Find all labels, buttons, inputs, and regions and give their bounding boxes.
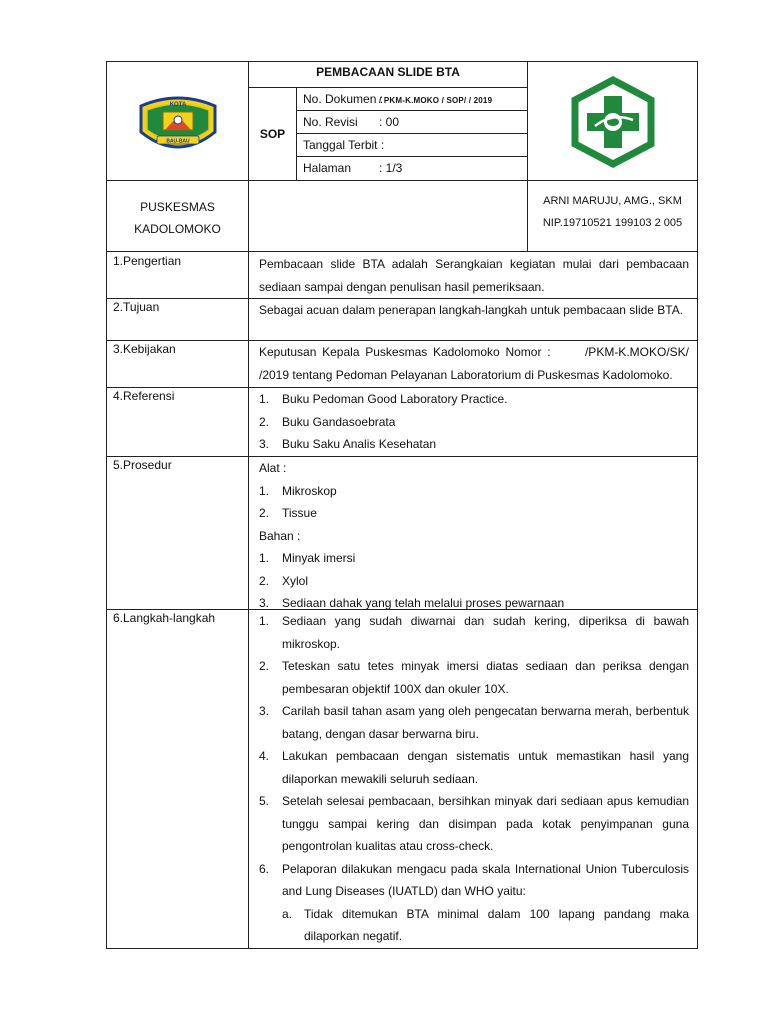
institution-name-line2: KADOLOMOKO <box>134 222 221 236</box>
step-item <box>259 610 689 655</box>
substep-letter: a. <box>282 906 293 921</box>
step-number: 2. <box>259 659 270 673</box>
step-number: 5. <box>259 794 270 808</box>
step-text: Lakukan pembacaan dengan sistematis untuk memastikan hasil yang dilaporkan mewakili seluruh sediaan. <box>282 749 689 786</box>
list-number: 1. <box>259 392 270 406</box>
substep-text: Tidak ditemukan BTA minimal dalam 100 lapang pandang maka dilaporkan negatif. <box>304 906 689 943</box>
step-text: Carilah basil tahan asam yang oleh pengecatan berwarna merah, berbentuk batang, dengan dasar berwarna biru. <box>282 704 689 741</box>
step-item <box>259 790 689 858</box>
list-item <box>259 570 689 593</box>
sop-header-table <box>106 61 698 181</box>
list-number: 2. <box>259 573 270 588</box>
list-item <box>259 411 689 434</box>
section-label: 2.Tujuan <box>107 298 249 340</box>
bahan-heading: Bahan : <box>259 528 301 543</box>
step-item <box>259 655 689 700</box>
step-item <box>259 700 689 745</box>
step-text: Teteskan satu tetes minyak imersi diatas sediaan dan periksa dengan pembesaran objektif 100X dan okuler 10X. <box>282 659 689 696</box>
sop-label: SOP <box>249 88 297 180</box>
city-logo-cell <box>107 62 249 180</box>
list-text: Buku Pedoman Good Laboratory Practice. <box>282 392 508 406</box>
step-number: 1. <box>259 614 270 628</box>
step-number: 6. <box>259 861 270 876</box>
section-label: 3.Kebijakan <box>107 340 249 387</box>
section-referensi <box>106 387 698 457</box>
puskesmas-logo-cell <box>527 62 697 180</box>
reference-list <box>249 387 699 456</box>
list-text: Sediaan dahak yang telah melalui proses pewarnaan <box>282 596 565 610</box>
step-number: 4. <box>259 749 270 763</box>
meta-label: No. Revisi <box>303 115 358 129</box>
city-emblem-icon <box>133 92 223 162</box>
document-title: PEMBACAAN SLIDE BTA <box>249 62 527 88</box>
list-number: 3. <box>259 437 270 451</box>
step-number: 3. <box>259 704 270 718</box>
list-text: Buku Gandasoebrata <box>282 414 396 429</box>
puskesmas-cross-icon <box>567 76 659 168</box>
section-label: 1.Pengertian <box>107 252 249 298</box>
section-text: Sebagai acuan dalam penerapan langkah-langkah untuk pembacaan slide BTA. <box>259 303 684 317</box>
list-item <box>259 388 689 411</box>
list-item <box>259 547 689 570</box>
meta-row-dokumen <box>297 88 527 111</box>
list-item <box>259 502 689 525</box>
list-text: Xylol <box>282 573 309 588</box>
meta-value: : 1/3 <box>379 161 403 175</box>
list-text: Buku Saku Analis Kesehatan <box>282 437 437 451</box>
meta-row-halaman <box>297 157 527 180</box>
substep-item <box>259 903 689 948</box>
list-text: Mikroskop <box>282 483 337 498</box>
list-number: 3. <box>259 596 270 610</box>
emblem-bottom-text: BAU-BAU <box>166 138 190 145</box>
emblem-top-text: KOTA <box>169 102 187 108</box>
signer-name: ARNI MARUJU, AMG., SKM <box>543 195 682 207</box>
meta-value: : 00 <box>379 115 400 129</box>
step-item <box>259 858 689 903</box>
step-item <box>259 745 689 790</box>
steps-list <box>249 609 699 948</box>
list-text: Tissue <box>282 506 317 520</box>
list-number: 1. <box>259 483 270 498</box>
section-langkah <box>106 609 698 949</box>
signer-cell <box>527 180 697 251</box>
meta-row-tanggal <box>297 134 527 157</box>
section-prosedur <box>106 456 698 610</box>
section-text: Keputusan Kepala Puskesmas Kadolomoko Nomor : /PKM-K.MOKO/SK/ /2019 tentang Pedoman Pelayanan Laboratorium di Puskesmas Kadolomoko. <box>259 345 693 382</box>
step-text: Sediaan yang sudah diwarnai dan sudah kering, diperiksa di bawah mikroskop. <box>282 614 689 651</box>
alat-heading: Alat : <box>259 461 287 475</box>
section-label: 6.Langkah-langkah <box>107 609 249 948</box>
institution-row <box>106 180 698 252</box>
list-number: 2. <box>259 414 270 429</box>
meta-label: Halaman <box>303 161 352 175</box>
section-label: 5.Prosedur <box>107 456 249 609</box>
section-pengertian <box>106 252 698 299</box>
list-text: Minyak imersi <box>282 551 356 565</box>
section-tujuan <box>106 298 698 341</box>
procedure-list <box>249 456 699 609</box>
step-text: Setelah selesai pembacaan, bersihkan minyak dari sediaan apus kemudian tunggu sampai kering dan disimpan pada kotak penyimpanan guna pengontrolan kualitas atau cross-check. <box>282 794 689 853</box>
institution-name-line1: PUSKESMAS <box>140 200 215 214</box>
list-number: 1. <box>259 551 270 565</box>
step-text: Pelaporan dilakukan mengacu pada skala International Union Tuberculosis and Lung Diseases (IUATLD) dan WHO yaitu: <box>282 861 689 898</box>
meta-label: No. Dokumen : <box>303 92 384 106</box>
meta-label: Tanggal Terbit : <box>303 138 385 152</box>
section-kebijakan <box>106 340 698 388</box>
document-meta-cell <box>249 62 527 180</box>
meta-row-revisi <box>297 111 527 134</box>
meta-value: / PKM-K.MOKO / SOP/ / 2019 <box>379 96 493 105</box>
section-label: 4.Referensi <box>107 387 249 456</box>
institution-cell <box>107 180 249 251</box>
signer-nip: NIP.19710521 199103 2 005 <box>542 217 683 229</box>
list-number: 2. <box>259 506 270 520</box>
section-text: Pembacaan slide BTA adalah Serangkaian kegiatan mulai dari pembacaan sediaan sampai dengan penulisan hasil pemeriksaan. <box>259 257 689 294</box>
list-item <box>259 433 689 456</box>
list-item <box>259 480 689 503</box>
